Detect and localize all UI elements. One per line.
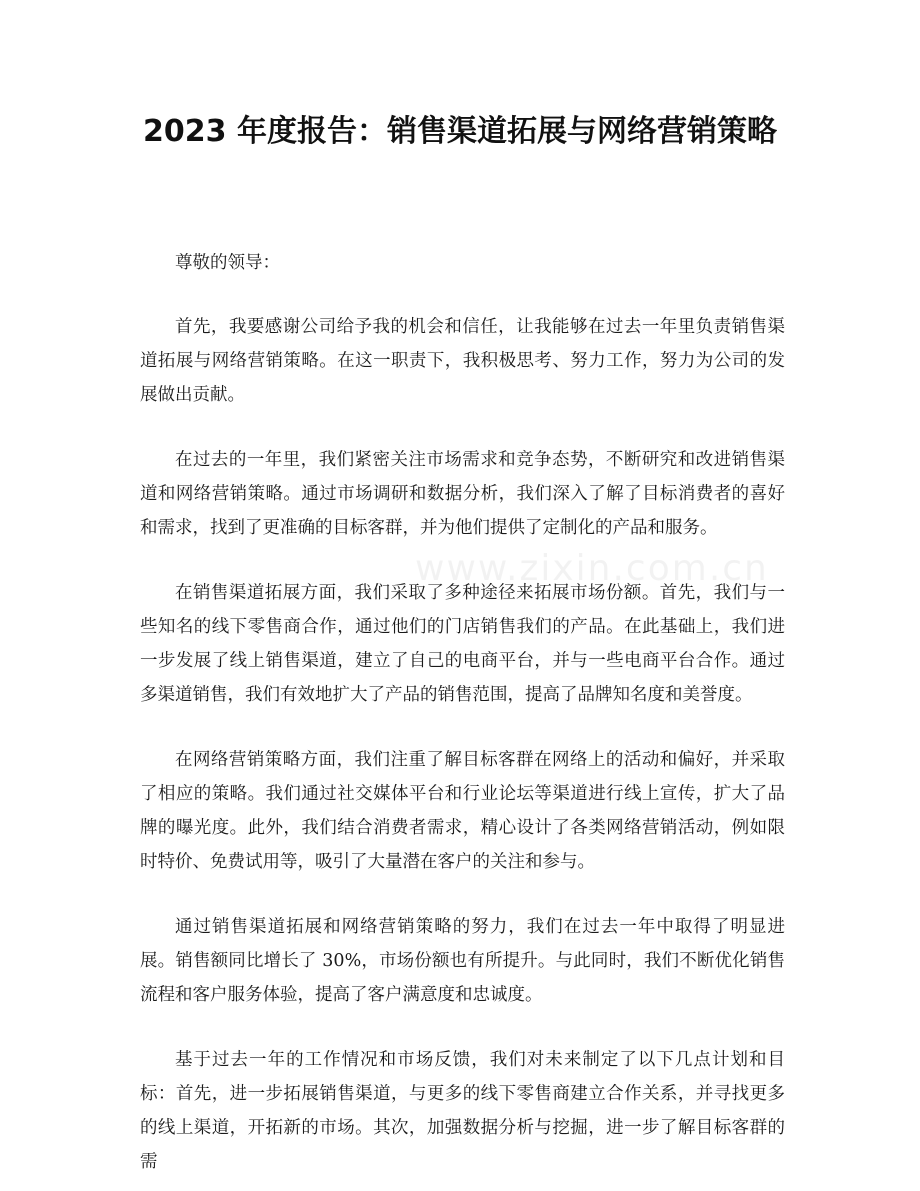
paragraph-5: 通过销售渠道拓展和网络营销策略的努力，我们在过去一年中取得了明显进展。销售额同比增长了 30%，市场份额也有所提升。与此同时，我们不断优化销售流程和客户服务体验，提高了客户满意度和忠诚度。 <box>140 917 785 1005</box>
watermark: www.zixin.com.cn <box>415 548 769 589</box>
paragraph-6: 基于过去一年的工作情况和市场反馈，我们对未来制定了以下几点计划和目标：首先，进一步拓展销售渠道，与更多的线下零售商建立合作关系，并寻找更多的线上渠道，开拓新的市场。其次，加强数据分析与挖掘，进一步了解目标客群的需 <box>140 1050 785 1172</box>
paragraph-2: 在过去的一年里，我们紧密关注市场需求和竞争态势，不断研究和改进销售渠道和网络营销策略。通过市场调研和数据分析，我们深入了解了目标消费者的喜好和需求，找到了更准确的目标客群，并为他们提供了定制化的产品和服务。 <box>140 450 785 538</box>
paragraph-3: 在销售渠道拓展方面，我们采取了多种途径来拓展市场份额。首先，我们与一些知名的线下零售商合作，通过他们的门店销售我们的产品。在此基础上，我们进一步发展了线上销售渠道，建立了自己的电商平台，并与一些电商平台合作。通过多渠道销售，我们有效地扩大了产品的销售范围，提高了品牌知名度和美誉度。 <box>140 583 785 705</box>
document-body <box>140 246 785 1191</box>
salutation: 尊敬的领导： <box>175 253 280 273</box>
document-title: 2023 年度报告：销售渠道拓展与网络营销策略 <box>143 114 777 149</box>
paragraph-4: 在网络营销策略方面，我们注重了解目标客群在网络上的活动和偏好，并采取了相应的策略。我们通过社交媒体平台和行业论坛等渠道进行线上宣传，扩大了品牌的曝光度。此外，我们结合消费者需求，精心设计了各类网络营销活动，例如限时特价、免费试用等，吸引了大量潜在客户的关注和参与。 <box>140 750 785 872</box>
paragraph-1: 首先，我要感谢公司给予我的机会和信任，让我能够在过去一年里负责销售渠道拓展与网络营销策略。在这一职责下，我积极思考、努力工作，努力为公司的发展做出贡献。 <box>140 317 785 405</box>
